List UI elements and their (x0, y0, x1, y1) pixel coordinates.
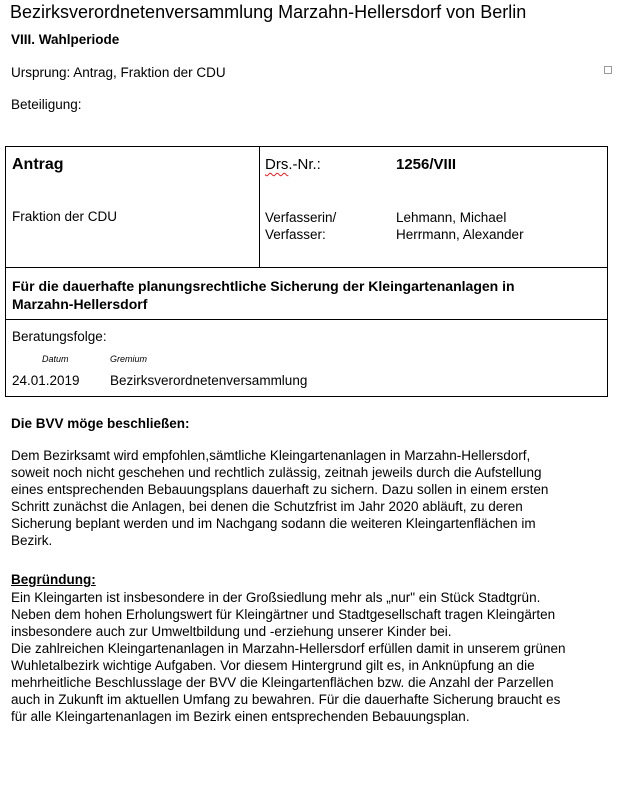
subject-line: Marzahn-Hellersdorf (12, 296, 148, 312)
reason-heading: Begründung: (11, 572, 96, 587)
text-line: Neben dem hohen Erholungswert für Kleingärtner und Stadtgesellschaft tragen Kleingärten (11, 607, 556, 622)
text-line: soweit noch nicht geschehen und rechtlich zulässig, zeitnah jeweils durch die Aufstellung (11, 465, 542, 480)
text-line: mehrheitliche Beschlusslage der BVV die Kleingartenflächen bzw. die Anzahl der Parzellen (11, 675, 554, 690)
drs-number: 1256/VIII (396, 156, 457, 173)
reason-paragraph (11, 640, 611, 725)
table-divider (6, 267, 607, 268)
document-type: Antrag (12, 156, 64, 173)
organization-title: Bezirksverordnetenversammlung Marzahn-Hellersdorf von Berlin (10, 2, 527, 22)
drs-label (265, 156, 321, 173)
consultation-label: Beratungsfolge: (12, 329, 107, 344)
text-line: Ein Kleingarten ist insbesondere in der Großsiedlung mehr als „nur" ein Stück Stadtgrün. (11, 590, 541, 605)
text-line: Wuhletalbezirk wichtige Aufgaben. Vor diesem Hintergrund gilt es, in Anknüpfung an die (11, 658, 535, 673)
text-line: für alle Kleingartenanlagen im Bezirk einen entsprechenden Bebauungsplan. (11, 709, 470, 724)
table-divider (6, 319, 607, 320)
text-line: Sicherung beplant werden und im Nachgang sodann die weiteren Kleingartenflächen im (11, 516, 536, 531)
election-period: VIII. Wahlperiode (11, 32, 120, 47)
author-names (396, 209, 524, 243)
submitter: Fraktion der CDU (12, 209, 118, 224)
resolution-paragraph (11, 447, 611, 549)
drs-prefix: Drs (265, 156, 289, 173)
date-column-header: Datum (42, 354, 69, 364)
consultation-body: Bezirksverordnetenversammlung (110, 373, 308, 388)
author-label (265, 209, 336, 243)
text-line: eines entsprechenden Bebauungsplans dauerhaft zu sichern. Dazu sollen in einem ersten (11, 482, 549, 497)
body-column-header: Gremium (110, 354, 148, 364)
participation-line: Beteiligung: (11, 97, 82, 112)
origin-line: Ursprung: Antrag, Fraktion der CDU (11, 65, 226, 80)
author-label-line: Verfasserin/ (265, 210, 337, 225)
drs-suffix: .-Nr.: (288, 156, 321, 173)
text-line: Die zahlreichen Kleingartenanlagen in Marzahn-Hellersdorf erfüllen damit in unserem grünen (11, 641, 566, 656)
text-line: Schritt zunächst die Anlagen, bei denen die Schutzfrist im Jahr 2020 abläuft, zu deren (11, 499, 523, 514)
document-info-table (5, 146, 608, 397)
table-column-divider (259, 147, 260, 267)
subject-line: Für die dauerhafte planungsrechtliche Sicherung der Kleingartenanlagen in (12, 278, 515, 294)
resolution-heading: Die BVV möge beschließen: (11, 416, 190, 431)
text-line: Dem Bezirksamt wird empfohlen,sämtliche Kleingartenanlagen in Marzahn-Hellersdorf, (11, 448, 531, 463)
motion-subject (12, 277, 597, 313)
text-line: auch in Zukunft im aktuellen Umfang zu bewahren. Für die dauerhafte Sicherung braucht es (11, 692, 561, 707)
text-line: Bezirk. (11, 533, 53, 548)
author-label-line: Verfasser: (265, 227, 326, 242)
author-name: Herrmann, Alexander (396, 227, 524, 242)
reason-paragraph (11, 589, 611, 640)
checkbox-icon[interactable] (604, 66, 612, 74)
text-line: insbesondere auch zur Umweltbildung und -erziehung unserer Kinder bei. (11, 624, 452, 639)
consultation-date: 24.01.2019 (12, 373, 80, 388)
author-name: Lehmann, Michael (396, 210, 507, 225)
